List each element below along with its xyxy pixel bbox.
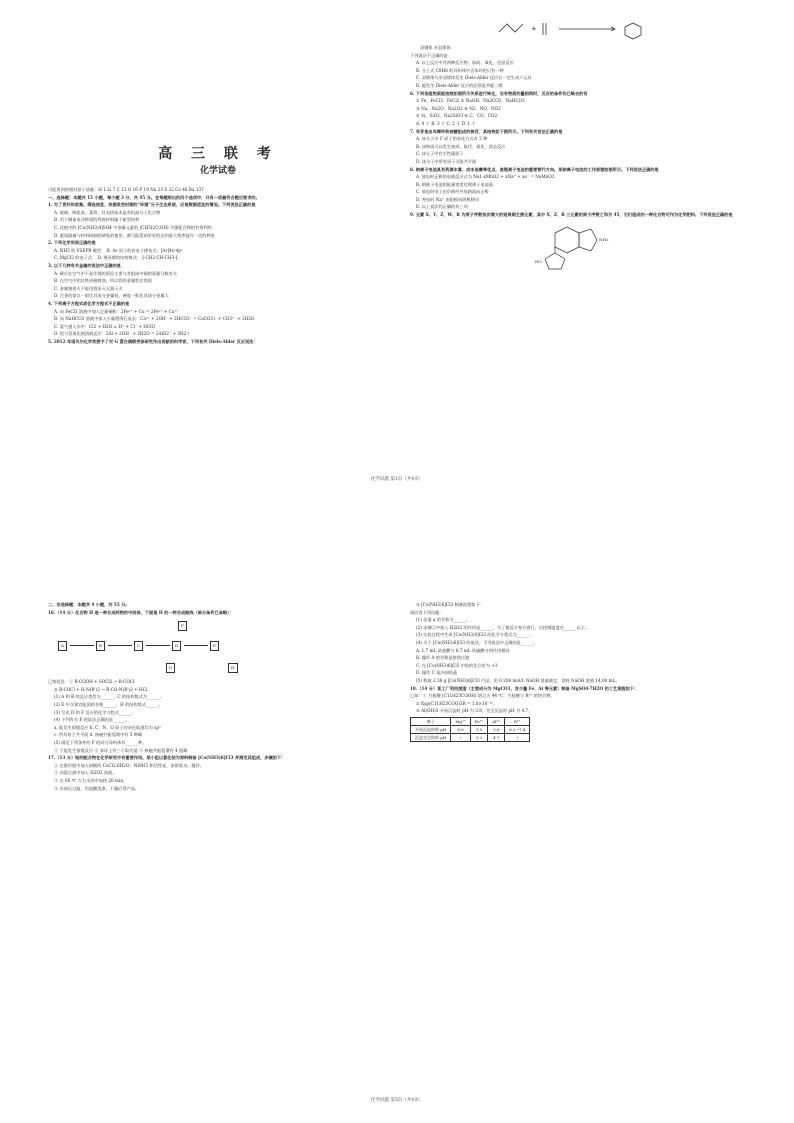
text-line: (5) 称取 2.38 g [Co(NH3)6]Cl3 产品，用 0.200 mol/L NaOH 溶液滴定，消耗 NaOH 溶液 14.00 mL。: [416, 677, 620, 683]
text-line: 6. 下列各组物质能按照如图所示关系进行转化，当有物质的量相同时，反应的条件均已略去的有: [410, 90, 588, 96]
text-line: ② 向混合液中加入 H2O2 溶液。: [54, 770, 117, 776]
table-cell: 3.6: [488, 725, 505, 733]
text-line: c. 所有原子共平面 d. 核磁共振氢谱中有 5 种峰: [54, 732, 143, 738]
text-line: 18.（14 分）某工厂利用废渣（主要成分为 MgCO3，含少量 Fe、Al 等元素）制备 MgSO4·7H2O 的工艺流程如下：: [410, 685, 639, 691]
text-line: ① 不能发生银镜反应 ② 苯环上有三个取代基 ③ 核磁共振氢谱有 4 组峰: [54, 747, 188, 753]
table-cell: /: [451, 733, 470, 741]
text-line: A. 该分子中 C 原子的杂化方式有 2 种: [416, 136, 488, 142]
page2-footer: 化学试题 第3页（共4页）: [370, 1098, 424, 1103]
text-line: C. 金属钠着火不能用泡沫灭火器灭火: [54, 285, 123, 291]
svg-text:NH2: NH2: [599, 236, 609, 242]
text-line: C. 在 [Co(NH3)6]Cl3 中钴的化合价为 +3: [416, 662, 498, 668]
text-line: (3) 实验过程中生成 [Co(NH3)6]Cl3 的化学方程式为______。: [416, 632, 534, 638]
text-line: C. 放电时电子由负极经外电路流向正极: [416, 189, 489, 195]
text-line: D. 操作 C 是冷却结晶: [416, 670, 458, 676]
diels-alder-reaction-diagram: [485, 18, 675, 40]
flow-box-g: G: [166, 663, 175, 673]
page1-right-column: [410, 14, 750, 277]
table-cell: 8.8: [451, 725, 470, 733]
text-line: ① 在锥形瓶中加入研细的 CoCl2·6H2O、NH4Cl 和活性炭，加浓氨水，搅拌。: [54, 762, 204, 768]
text-line: 请回答下列问题：: [410, 609, 444, 615]
text-line: ③ Na、Na2O、Na2O2 ④ N2、NO、NO2: [416, 105, 501, 111]
text-line: B. 在空气中铝比铁更耐腐蚀，所以铝的金属性比铁弱: [54, 278, 152, 284]
table-row: [411, 733, 530, 741]
text-line: A. 玻璃、陶瓷表、菜肴、其光热技术是有机高分子化合物: [54, 209, 161, 215]
text-line: 可能用到的相对原子质量：H 1 Li 7 C 12 O 16 F 19 Na 23 S 32 Co 48 Ba 137: [48, 187, 204, 192]
page1-footer: 化学试题 第1页（共4页）: [370, 477, 424, 482]
text-line: C. 该分子中有手性碳原子: [416, 151, 464, 157]
text-line: 16.（14 分）化合物 H 是一种合成药物的中间体，下面是 H 的一种合成路线（部分条件已省略）：: [48, 609, 234, 615]
page2-left-intro: [48, 601, 388, 616]
text-line: (4) 下列有关 F 的说法正确的是______。: [54, 717, 130, 723]
text-line: C. 双烯体与亲双烯体发生 Diels-Alder 反应后一定生成六元环: [416, 75, 532, 81]
page2-right-text: [410, 601, 750, 715]
exam-title: 高 三 联 考: [158, 146, 278, 162]
text-line: E. 以上说法均正确的有三项: [416, 204, 468, 210]
text-line: (3) 写出 D 和 F 反应的化学方程式______。: [54, 709, 136, 715]
text-line: A. 放电时正极的电极反应式为 Na1-xMnO2 + xNa⁺ + xe⁻ = NaMnO2: [416, 174, 555, 180]
text-line: B. 操作 A 的名称是趁热过滤: [416, 655, 470, 661]
text-line: A. 4 个 B. 3 个 C. 2 个 D. 1 个: [416, 120, 476, 126]
table-cell: 沉淀完全时的 pH: [411, 733, 451, 741]
text-line: 一、选择题：本题共 15 小题，每小题 3 分，共 45 分。在每题给出的四个选项中，只有一项最符合题目要求的。: [48, 194, 260, 200]
diene-label: 双键体 亲双烯体: [420, 45, 451, 50]
text-line: A. NH3 的 VSEPR 模型： B. As 原子的价电子排布式：[Ar]4s²4p³: [54, 247, 183, 253]
exam-subtitle: 化学试卷: [199, 166, 236, 176]
text-line: A. 以上反应中有两种反应物：加成、氧化、还原反应: [416, 60, 514, 66]
page2-left-text: [48, 678, 388, 792]
text-line: A. 向 FeCl3 溶液中加入足量铜粉：2Fe³⁺ + Cu = 2Fe²⁺ + Cu²⁺: [54, 308, 179, 314]
table-row: [411, 725, 530, 733]
ion-ph-table: [410, 717, 530, 742]
text-line: D. 充电时 Na⁺ 由阳极向阴极移动: [416, 196, 479, 202]
text-line: B. 用于制造电动桥梁的焊接材料属于新型材料: [54, 217, 140, 223]
page1-left-text: [48, 186, 388, 345]
text-line: 3. 以下几种有关金属的说法中正确的是: [48, 262, 121, 268]
text-line: 7. 鸟苷是由鸟嘌呤和核糖组成的核苷，其结构如下图所示。下列有关说法正确的是: [410, 128, 563, 134]
text-line: 1. 为了更好的收集、筛选信息，依据某些时期的“环境”分子生态系统，应是数据适宜的情况。下列说法正确的是: [48, 202, 256, 208]
text-line: 5. 2012 年诺贝尔化学奖授予了对 G 蛋白偶联受体研究作出贡献的科学家，下列有关 Diels-Alder 反应说法：: [48, 338, 258, 344]
table-header-cell: R³⁺: [505, 717, 530, 725]
exam-page-1: [0, 0, 794, 561]
text-line: 二、非选择题：本题共 4 小题，共 55 分。: [48, 602, 130, 607]
text-line: ⑤ Si、SiO2、Na2SiO3 ⑥ C、CO、CO2: [416, 113, 498, 119]
text-line: 已知：① 月桂酸 (C11H23COOH) 熔点为 44 ℃；月桂酸与 R³⁺ 的络合物。: [410, 693, 555, 699]
text-line: (1) A 和 B 的反应类型为______，C 的结构简式为______。: [54, 694, 164, 700]
text-line: ③ Al(OH)3 开始沉淀时 pH 为 3.8，完全沉淀时 pH 为 4.7。: [416, 708, 533, 714]
flow-box-e: E: [210, 641, 219, 651]
text-line: C. MgCl2 的电子式： D. 聚丙烯的结构简式：-[-CH2-CH-CH3-]-: [54, 255, 179, 261]
text-line: D. 能发生 Diels-Alder 反应的必须是共轭二烯: [416, 82, 503, 88]
text-line: A. 硬币在空气中不易生锈的原因主要与其组成中铜的质量分数有关: [54, 270, 177, 276]
text-line: D. 该分子中所有原子可能共平面: [416, 158, 477, 164]
text-line: 4. 下列离子方程式或化学方程式不正确的是: [48, 300, 130, 306]
text-line: ① Fe、FeCl3、FeCl2 ② NaOH、Na2CO3、NaHCO3: [416, 98, 525, 104]
text-line: (2) E 中含氧官能团的名称______，H 的结构简式______。: [54, 701, 163, 707]
text-line: (5) 满足下列条件的 F 的同分异构体有______种。: [54, 739, 147, 745]
text-line: (2) 步骤②中加入 H2O2 的作用是______，为了使反应充分进行，应控制温度在______以下。: [416, 624, 590, 630]
text-line: B. 分子式 C8H8 的异构体中含苯环的只有一种: [416, 67, 504, 73]
text-line: 8. 钠离子电池具有资源丰富、成本低廉等优点，是锂离子电池的重要替代方向。某钠离子电池的工作原理如图所示。下列说法正确的是: [410, 166, 659, 172]
text-line: C. 氯气通入水中：Cl2 + H2O ⇌ H⁺ + Cl⁻ + HClO: [54, 323, 155, 329]
text-line: (1) 仪器 a 的名称为______。: [416, 617, 471, 623]
text-line: B. 钠离子电池的能量密度比锂离子电池高: [416, 181, 493, 187]
table-cell: /: [505, 733, 530, 741]
table-cell: 4.7: [488, 733, 505, 741]
text-line: 下列说法不正确的是: [410, 52, 448, 58]
text-line: B. 该物质可以发生加成、取代、氧化、消去反应: [416, 143, 506, 149]
page1-right-text: [410, 52, 750, 219]
page2-right-column: [410, 601, 750, 742]
text-line: 已知信息：① R-COOH + SOCl2 → R-COCl: [48, 679, 135, 685]
flow-box-h: H: [228, 663, 238, 673]
text-line: D. 铝与氢氧化钠溶液反应：2Al + 2OH⁻ + 2H2O = 2AlO2⁻ + 3H2↑: [54, 331, 190, 337]
table-header-cell: 离子: [411, 717, 451, 725]
flow-box-b: B: [96, 641, 105, 651]
text-line: A. 1.7 mL 浓盐酸与 6.7 mL 浓硫酸分别作用相同: [416, 647, 510, 653]
guanosine-structure: [525, 223, 635, 273]
table-cell: 6.2~7.4: [505, 725, 530, 733]
exam-page-2: [0, 561, 794, 1122]
text-line: C. 花炮中的 [Cu(NH3)4]SO4 中金属元素的 (CH3)2C(OH) 为强配合物的有效利用: [54, 224, 212, 230]
text-line: D. 素质隔离与材料研制的研发的使用，都可能帮助更好的达到最大效率提升一定的种类: [54, 232, 215, 238]
text-line: (4) 关于 [Co(NH3)6]Cl3 的说法，下列说法中正确的是______。: [416, 639, 538, 645]
table-header-cell: Al³⁺: [488, 717, 505, 725]
text-line: ② Ksp(C11H23COO)3R = 1.8×10⁻¹⁶。: [416, 700, 498, 706]
page2-left-column: [48, 601, 388, 792]
table-header-cell: Mg²⁺: [451, 717, 470, 725]
text-line: ③ [Co(NH3)6]Cl3 制备流程如下：: [416, 602, 484, 607]
synthesis-route-diagram: [48, 619, 388, 675]
text-line: D. 合金的熔点一般比其成分金属低，硬度一般比其成分金属大: [54, 293, 169, 299]
text-line: 17.（13 分）钴的配合物在化学研究中有重要作用。某小组以氯化钴为原料制备 [Co(NH3)6]Cl3 并测定其组成，步骤如下：: [48, 755, 286, 761]
table-cell: 开始沉淀时的 pH: [411, 725, 451, 733]
table-cell: 3.2: [470, 733, 488, 741]
text-line: ③ 在 60 ℃ 左右水浴中加热 20 min。: [54, 777, 128, 783]
flow-box-d: D: [172, 641, 181, 651]
page1-left-column: [48, 70, 388, 345]
text-line: a. 能发生银镜反应 b. C、N、O 原子的杂化轨道均为 sp³: [54, 724, 161, 730]
text-line: 2. 下列化学用语正确的是: [48, 240, 96, 246]
table-header-row: [411, 717, 530, 725]
flow-box-a: A: [58, 641, 67, 651]
table-header-cell: Fe³⁺: [470, 717, 488, 725]
flow-box-f: F: [178, 621, 187, 631]
svg-text:+: +: [531, 25, 537, 33]
text-line: B. 向 NaHCO3 溶液中加入少量澄清石灰水：Ca²⁺ + 2OH⁻ + 2HCO3⁻ = CaCO3↓ + CO3²⁻ + 2H2O: [54, 316, 255, 322]
text-line: ② R-COCl + H-N(R')2 → R-CO-N(R')2 + HCl: [54, 686, 148, 692]
svg-text:HO: HO: [535, 258, 542, 264]
flow-box-c: C: [134, 641, 143, 651]
text-line: 9. 元素 X、Y、Z、W、R 为原子序数依次增大的短周期主族元素，其中 X、Z、R 三元素的原子序数之和为 45，它们组成的一种化合物可作为化学肥料。下列说法正确的是: [410, 212, 733, 218]
text-line: ④ 冷却后过滤，用盐酸洗涤，干燥后得产品。: [54, 785, 140, 791]
table-cell: 1.5: [470, 725, 488, 733]
